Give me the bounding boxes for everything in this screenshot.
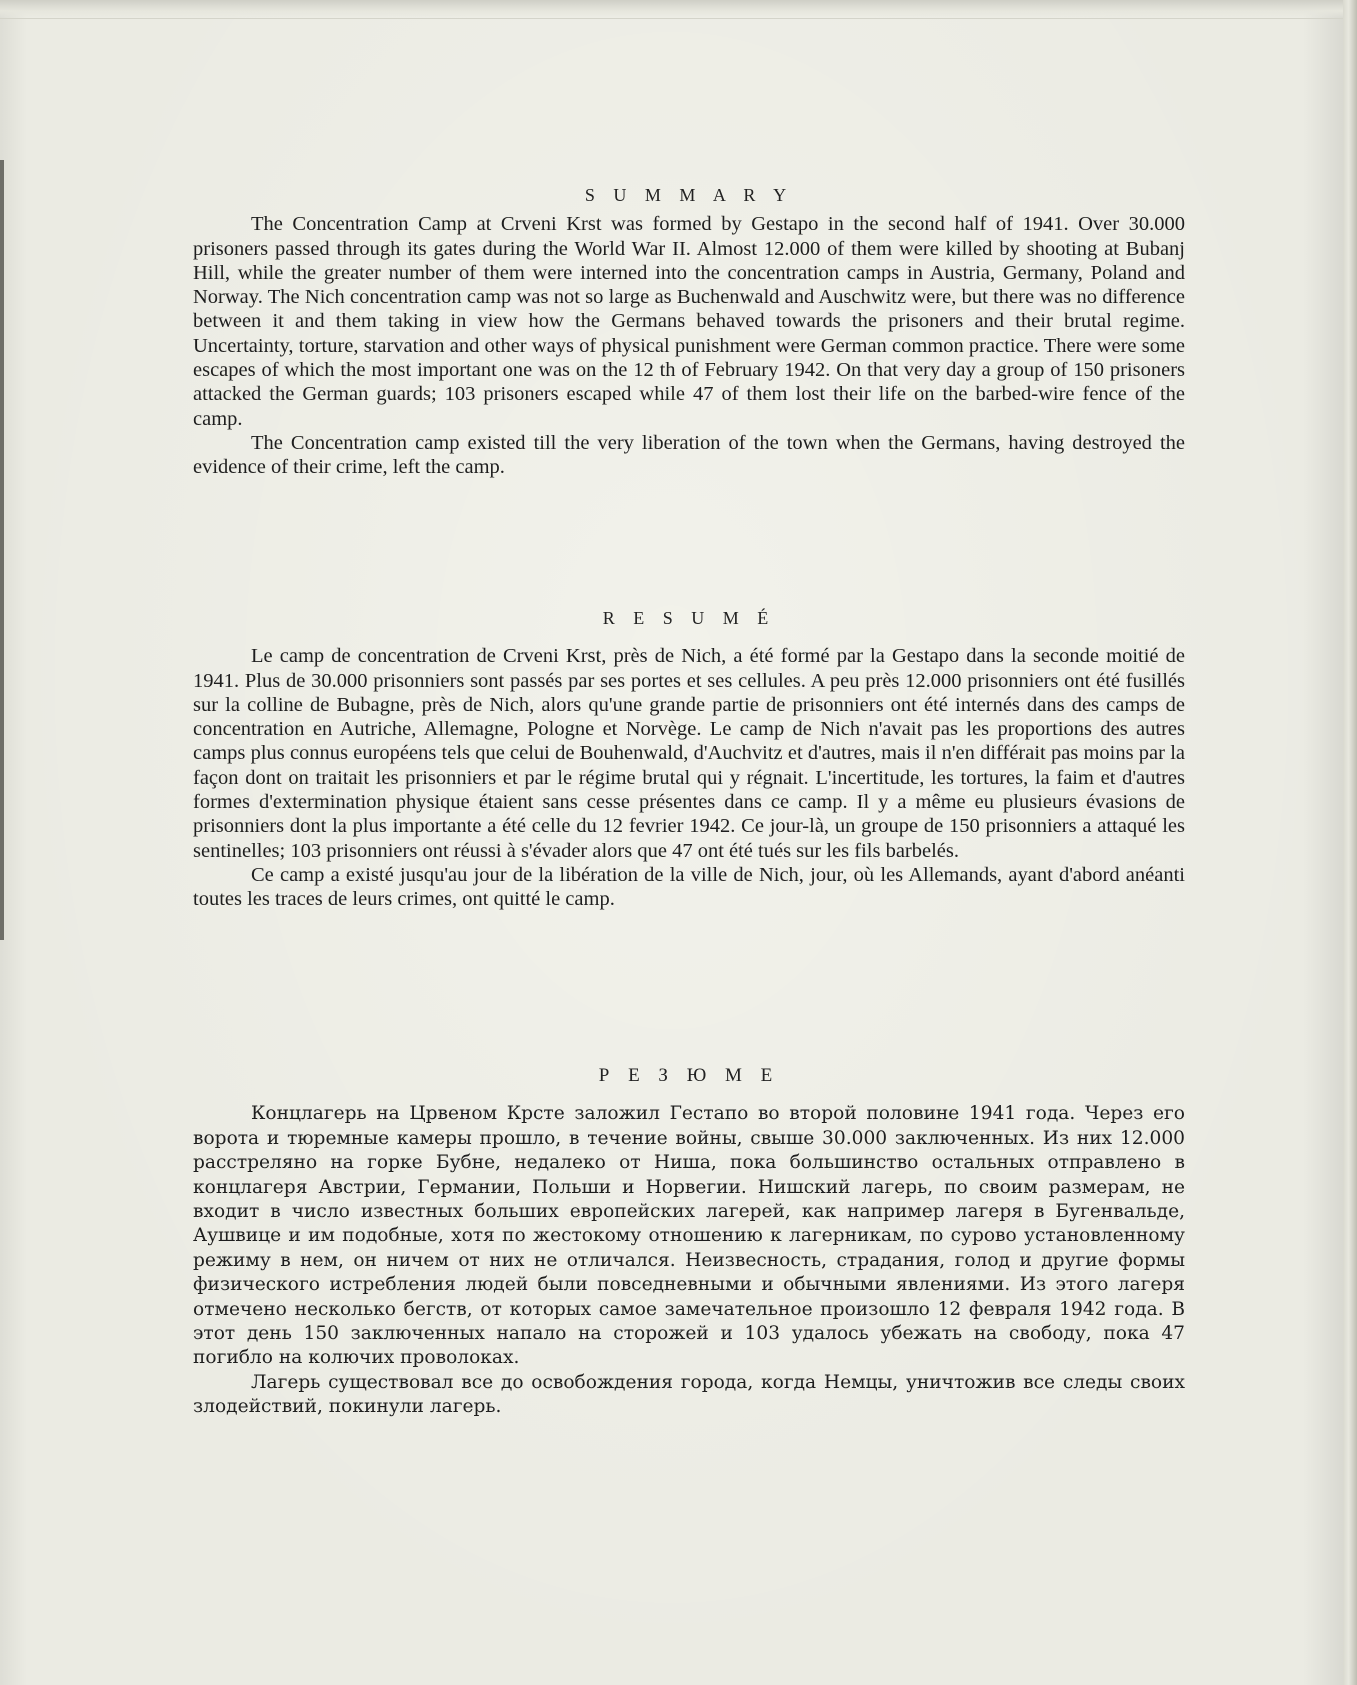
summary-paragraph-2: The Concentration camp existed till the very liberation of the town when the Germans, having destroyed the evidence of their crime, left the camp. [193,431,1185,479]
rezume-section [193,1064,1185,1420]
page-top-edge [0,0,1343,19]
summary-heading: S U M M A R Y [584,185,794,205]
resume-heading: R E S U M É [602,608,776,628]
rezume-heading: Р Е З Ю М Е [598,1065,780,1086]
page-right-edge [1343,0,1357,1685]
rezume-paragraph-2: Лагерь существовал все до освобождения города, когда Немцы, уничтожив все следы своих злодействий, покинули лагерь. [193,1371,1185,1418]
rezume-paragraph-1: Концлагерь на Црвеном Крсте заложил Гестапо во второй половине 1941 года. Через его ворота и тюремные камеры прошло, в течение войны, свыше 30.000 заключенных. Из них 12.000 расстреляно на горке Бубне, недалеко от Ниша, пока большинство остальных отправлено в концлагеря Австрии, Германии, Польши и Норвегии. Нишский лагерь, по своим размерам, не входит в число известных больших европейских лагерей, как например лагеря в Бугенвальде, Аушвице и им подобные, хотя по жестокому отношению к лагерникам, по сурово установленному режиму в нем, он ничем от них не отличался. Неизвесность, страдания, голод и другие формы физического истребления людей были повседневными и обычными явлениями. Из этого лагеря отмечено несколько бегств, от которых самое замечательное произошло 12 февраля 1942 года. В этот день 150 заключенных напало на сторожей и 103 удалось убежать на свободу, пока 47 погибло на колючих проволоках. [193,1103,1185,1369]
resume-section [193,606,1185,912]
resume-paragraph-2: Ce camp a existé jusqu'au jour de la libération de la ville de Nich, jour, où les Allemands, ayant d'abord anéanti toutes les traces de leurs crimes, ont quitté le camp. [193,863,1185,911]
summary-section [193,183,1185,480]
summary-paragraph-1: The Concentration Camp at Crveni Krst was formed by Gestapo in the second half of 1941. Over 30.000 prisoners passed through its gates during the World War II. Almost 12.000 of them were killed by shooting at Bubanj Hill, while the greater number of them were interned into the concentration camps in Austria, Germany, Poland and Norway. The Nich concentration camp was not so large as Buchenwald and Auschwitz were, but there was no difference between it and them taking in view how the Germans behaved towards the prisoners and their brutal regime. Uncertainty, torture, starvation and other ways of physical punishment were German common practice. There were some escapes of which the most important one was on the 12 th of February 1942. On that very day a group of 150 prisoners attacked the German guards; 103 prisoners escaped while 47 of them lost their life on the barbed-wire fence of the camp. [193,213,1185,430]
resume-paragraph-1: Le camp de concentration de Crveni Krst, près de Nich, a été formé par la Gestapo dans la seconde moitié de 1941. Plus de 30.000 prisonniers sont passés par ses portes et ses cellules. A peu près 12.000 prisonniers ont été fusillés sur la colline de Bubagne, près de Nich, alors qu'une grande partie de prisonniers ont été internés dans des camps de concentration en Autriche, Allemagne, Pologne et Norvège. Le camp de Nich n'avait pas les proportions des autres camps plus connus européens tels que celui de Bouhenwald, d'Auchvitz et d'autres, mais il n'en différait pas moins par la façon dont on traitait les prisonniers et par le régime brutal qui y régnait. L'incertitude, les tortures, la faim et d'autres formes d'extermination physique étaient sans cesse présentes dans ce camp. Il y a même eu plusieurs évasions de prisonniers dont la plus importante a été celle du 12 fevrier 1942. Ce jour-là, un groupe de 150 prisonniers a attaqué les sentinelles; 103 prisonniers ont réussi à s'évader alors que 47 ont été tués sur les fils barbelés. [193,645,1185,862]
binding-shadow [0,160,4,940]
